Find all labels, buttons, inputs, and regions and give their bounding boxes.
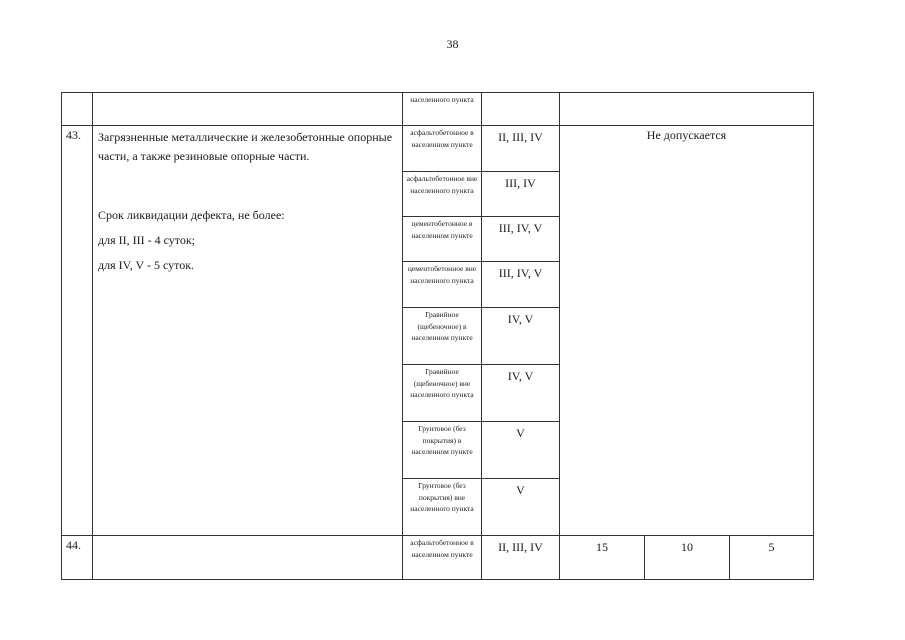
category-cell: II, III, IV bbox=[482, 536, 560, 580]
category-cell: V bbox=[482, 479, 560, 536]
continuation-row bbox=[62, 93, 814, 126]
category-cell bbox=[482, 93, 560, 126]
number-cell bbox=[62, 93, 93, 126]
table-row bbox=[62, 536, 814, 580]
value-cell: 5 bbox=[730, 536, 814, 580]
row-number: 44. bbox=[62, 536, 93, 580]
defect-description-cell bbox=[93, 126, 403, 536]
deadline-line: для IV, V - 5 суток. bbox=[98, 258, 195, 272]
deadline-line: для II, III - 4 суток; bbox=[98, 233, 196, 247]
category-cell: IV, V bbox=[482, 365, 560, 422]
requirement-cell bbox=[560, 93, 814, 126]
surface-cell: асфальтобетонное в населенном пункте bbox=[403, 126, 482, 172]
regulation-table bbox=[61, 92, 814, 580]
row-number: 43. bbox=[62, 126, 93, 536]
surface-cell: асфальтобетонное вне населенного пункта bbox=[403, 172, 482, 217]
defect-description-cell bbox=[93, 536, 403, 580]
surface-cell: Грунтовое (без покрытия) в населенном пункте bbox=[403, 422, 482, 479]
category-cell: V bbox=[482, 422, 560, 479]
surface-cell: Грунтовое (без покрытия) вне населенного пункта bbox=[403, 479, 482, 536]
table-row bbox=[62, 126, 814, 172]
defect-description: Загрязненные металлические и железобетонные опорные части, а также резиновые опорные части. bbox=[98, 130, 393, 163]
value-cell: 15 bbox=[560, 536, 645, 580]
category-cell: III, IV, V bbox=[482, 217, 560, 262]
surface-cell: населенного пункта bbox=[403, 93, 482, 126]
requirement-cell: Не допускается bbox=[560, 126, 814, 536]
deadline-title: Срок ликвидации дефекта, не более: bbox=[98, 208, 285, 222]
surface-cell: цементобетонное вне населенного пункта bbox=[403, 262, 482, 308]
surface-cell: Гравийное (щебеночное) в населенном пункте bbox=[403, 308, 482, 365]
category-cell: II, III, IV bbox=[482, 126, 560, 172]
surface-cell: асфальтобетонное в населенном пункте bbox=[403, 536, 482, 580]
value-cell: 10 bbox=[645, 536, 730, 580]
page-number: 38 bbox=[446, 37, 459, 51]
category-cell: III, IV, V bbox=[482, 262, 560, 308]
description-cell bbox=[93, 93, 403, 126]
category-cell: IV, V bbox=[482, 308, 560, 365]
surface-cell: цементобетонное в населенном пункте bbox=[403, 217, 482, 262]
category-cell: III, IV bbox=[482, 172, 560, 217]
surface-cell: Гравийное (щебеночное) вне населенного пункта bbox=[403, 365, 482, 422]
